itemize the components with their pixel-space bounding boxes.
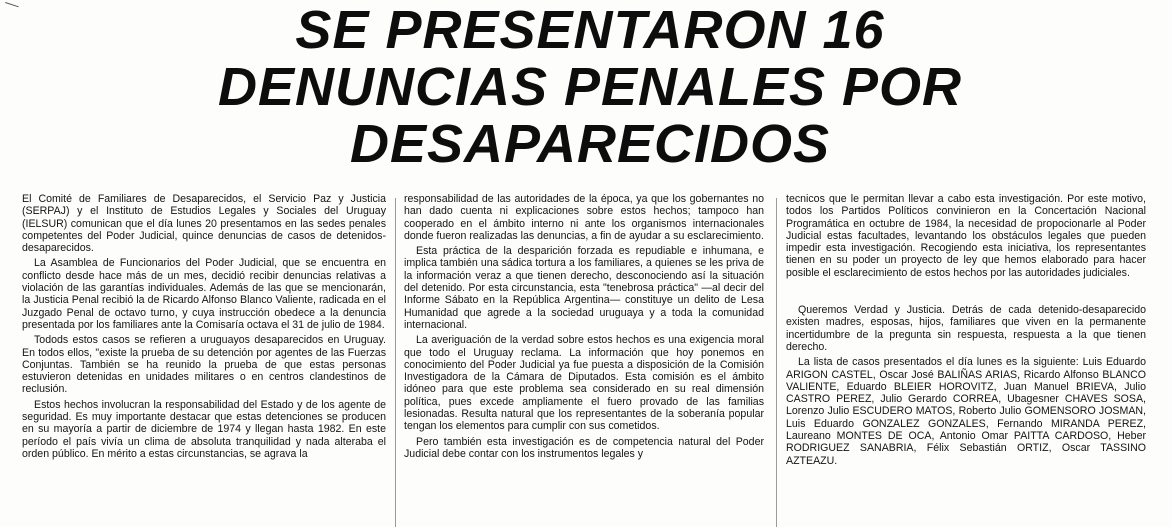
- headline-line-3: DESAPARECIDOS: [349, 114, 831, 174]
- article-column-1: [22, 193, 386, 527]
- paragraph: Queremos Verdad y Justicia. Detrás de cada detenido-desaparecido existen madres, esposas, hijos, familiares que viven en la permanente incertidumbre de la pregunta sin respuesta, respuesta a la que tienen derecho.: [786, 304, 1146, 353]
- paragraph: responsabilidad de las autoridades de la época, ya que los gobernantes no han dado cuenta ni explicaciones sobre estos hechos; tampoco han cooperado en el ámbito interno ni ante los organismos internacionales donde fueron realizadas las denuncias, a fin de ayudar a su esclarecimiento.: [404, 193, 764, 242]
- article-column-3: [786, 193, 1146, 527]
- headline-line-1: SE PRESENTARON 16: [295, 0, 885, 60]
- paragraph: La lista de casos presentados el día lunes es la siguiente: Luis Eduardo ARIGON CASTEL, Oscar José BALIÑAS ARIAS, Ricardo Alfonso BLANCO VALIENTE, Eduardo BLEIER HOROVITZ, Juan Manuel BRIEVA, Julio CASTRO PEREZ, Julio Gerardo CORREA, Ubagesner CHAVES SOSA, Lorenzo Julio ESCUDERO MATOS, Roberto Julio GOMENSORO JOSMAN, Luis Eduardo GONZALEZ GONZALES, Fernando MIRANDA PEREZ, Laureano MONTES DE OCA, Antonio Omar PAITTA CARDOSO, Heber RODRIGUEZ SANABRIA, Félix Sebastián ORTIZ, Oscar TASSINO AZTEAZU.: [786, 356, 1146, 467]
- article-column-2: [404, 193, 764, 527]
- corner-mark: [3, 2, 18, 13]
- paragraph: tecnicos que le permitan llevar a cabo esta investigación. Por este motivo, todos los Partidos Políticos convinieron en la Concertación Nacional Programática en octubre de 1984, la necesidad de propocionarle al Poder Judicial estas facultades, levantando los obstáculos legales que pueden impedir esta investigación. Recogiendo esta iniciativa, los representantes tienen en su poder un proyecto de ley que hemos elaborado para hacer posible el esclarecimiento de estos hechos por las autoridades judiciales.: [786, 193, 1146, 279]
- paragraph: La Asamblea de Funcionarios del Poder Judicial, que se encuentra en conflicto desde hace más de un mes, decidió recibir denuncias relativas a violación de las garantías individuales. Además de las que se mencionarán, la Justicia Penal recibió la de Ricardo Alfonso Blanco Valiente, radicada en el Juzgado Penal de octavo turno, y cuya instrucción obedece a la denuncia presentada por los familiares ante la Comisaría octava el 31 de julio de 1984.: [22, 257, 386, 331]
- headline-line-2: DENUNCIAS PENALES POR: [217, 57, 963, 117]
- paragraph: Esta práctica de la desparición forzada es repudiable e inhumana, e implica también una sádica tortura a los familiares, a quienes se les priva de la información veraz a que tienen derecho, desconociendo así la situación del detenido. Por esta circunstancia, esta "tenebrosa práctica" —al decir del Informe Sábato en la República Argentina— constituye un delito de Lesa Humanidad que agrede a la sociedad uruguaya y a toda la comunidad internacional.: [404, 245, 764, 331]
- paragraph: Estos hechos involucran la responsabilidad del Estado y de los agente de seguridad. Es muy importante destacar que estas detenciones se producen en su mayoría a partir de diciembre de 1974 y llegan hasta 1982. En este período el país vivía un clima de absoluta tranquilidad y nada alteraba el orden público. En mérito a estas circunstancias, se agrava la: [22, 398, 386, 460]
- paragraph: Pero también esta investigación es de competencia natural del Poder Judicial debe contar con los instrumentos legales y: [404, 435, 764, 460]
- column-divider: [776, 198, 777, 527]
- paragraph: El Comité de Familiares de Desaparecidos, el Servicio Paz y Justicia (SERPAJ) y el Instituto de Estudios Legales y Sociales del Uruguay (IELSUR) comunican que el día lunes 20 presentamos en las sedes penales competentes del Poder Judicial, quince denuncias de casos de detenidos-desaparecidos.: [22, 193, 386, 255]
- paragraph: La averiguación de la verdad sobre estos hechos es una exigencia moral que todo el Uruguay reclama. La información que hoy ponemos en conocimiento del Poder Judicial ya fue puesta a disposición de la Comisión Investigadora de la Cámara de Diputados. Esta comisión es el ámbito idóneo para que este problema sea considerado en su real dimensión política, pues excede ampliamente el fuero provado de las familias lesionadas. Resulta natural que los representantes de la soberanía popular tengan los elementos para cumplir con sus cometidos.: [404, 334, 764, 433]
- paragraph-gap: [786, 282, 1146, 304]
- paragraph: Todods estos casos se refieren a uruguayos desaparecidos en Uruguay. En todos ellos, "existe la prueba de su detención por agentes de las Fuerzas Conjuntas. También se ha reunido la prueba de que estas personas estuvieron detenidas en unidades militares o en centros clandestinos de reclusión.: [22, 334, 386, 396]
- headline: [170, 2, 1010, 173]
- column-divider: [395, 198, 396, 527]
